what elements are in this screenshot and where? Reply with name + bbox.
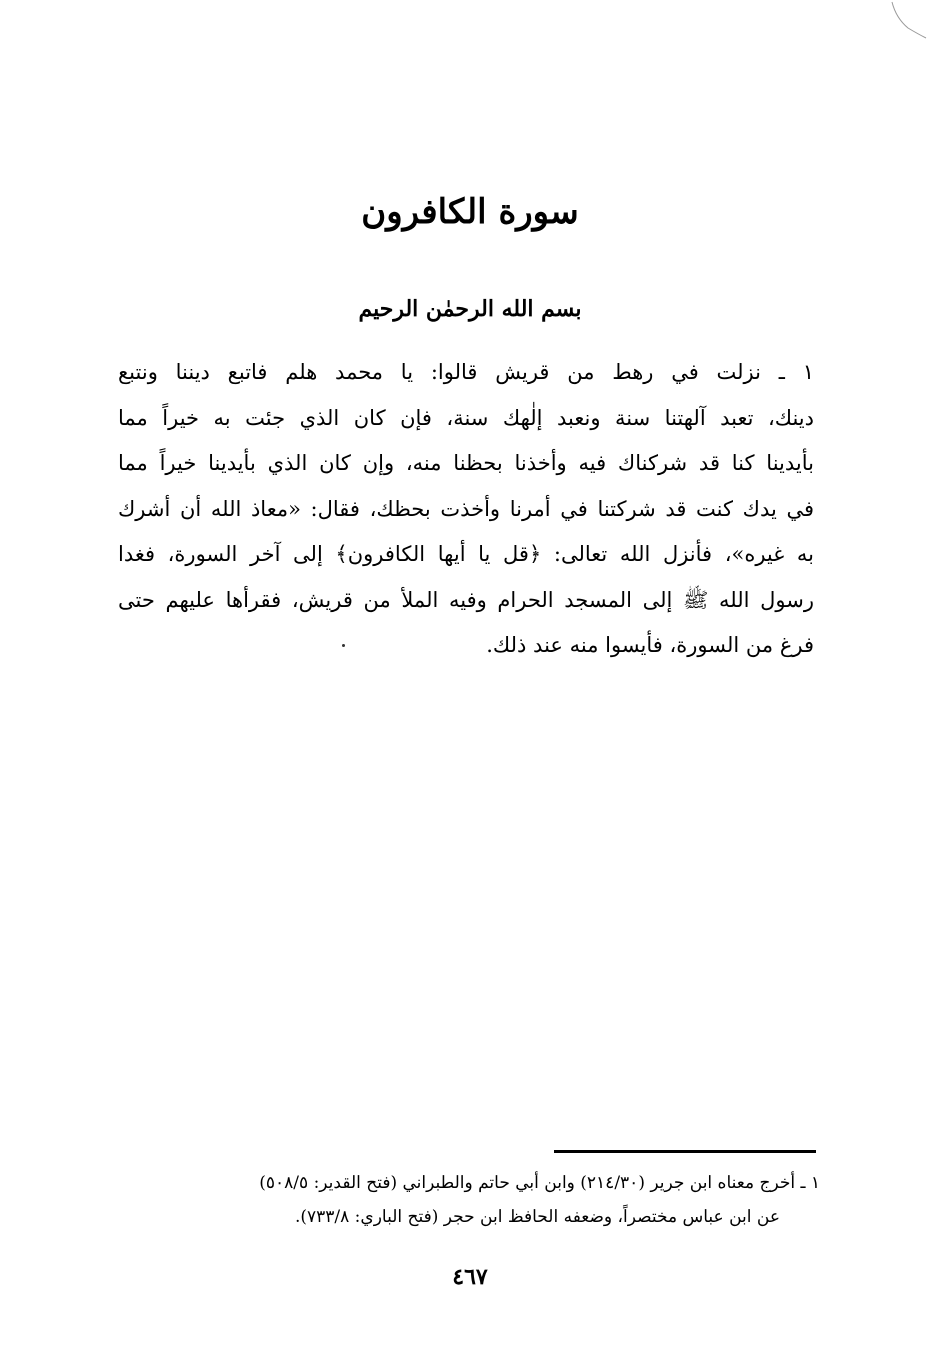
stray-dot <box>342 644 345 647</box>
body-line: فرغ من السورة، فأيسوا منه عند ذلك. <box>486 633 814 657</box>
body-line: دينك، تعبد آلهتنا سنة ونعبد إلٰهك سنة، فإن كان الذي جئت به خيراً مما <box>118 405 814 430</box>
footnote-divider <box>554 1150 816 1153</box>
surah-title: سورة الكافرون <box>361 192 579 232</box>
page-number: ٤٦٧ <box>452 1264 488 1290</box>
body-line: ١ ـ نزلت في رهط من قريش قالوا: يا محمد هلم فاتبع ديننا ونتبع <box>118 360 814 384</box>
basmala: بسم الله الرحمٰن الرحيم <box>358 296 582 322</box>
scan-corner-mark <box>888 0 940 40</box>
footnote-line: عن ابن عباس مختصراً، وضعفه الحافظ ابن حجر (فتح الباري: ٧٣٣/٨). <box>294 1207 780 1227</box>
footnote <box>120 1166 820 1234</box>
body-line: بأيدينا كنا قد شركناك فيه وأخذنا بحظنا منه، وإن كان الذي بأيدينا خيراً مما <box>118 451 814 475</box>
body-text <box>118 350 814 669</box>
body-line: في يدك كنت قد شركتنا في أمرنا وأخذت بحظك، فقال: «معاذ الله أن أشرك <box>118 496 814 521</box>
body-line: به غيره»، فأنزل الله تعالى: ﴿قل يا أيها الكافرون﴾ إلى آخر السورة، فغدا <box>118 542 814 566</box>
footnote-line: ١ ـ أخرج معناه ابن جرير (٢١٤/٣٠) وابن أبي حاتم والطبراني (فتح القدير: ٥٠٨/٥) <box>259 1173 820 1193</box>
body-line: رسول الله ﷺ إلى المسجد الحرام وفيه الملأ من قريش، فقرأها عليهم حتى <box>118 587 814 612</box>
